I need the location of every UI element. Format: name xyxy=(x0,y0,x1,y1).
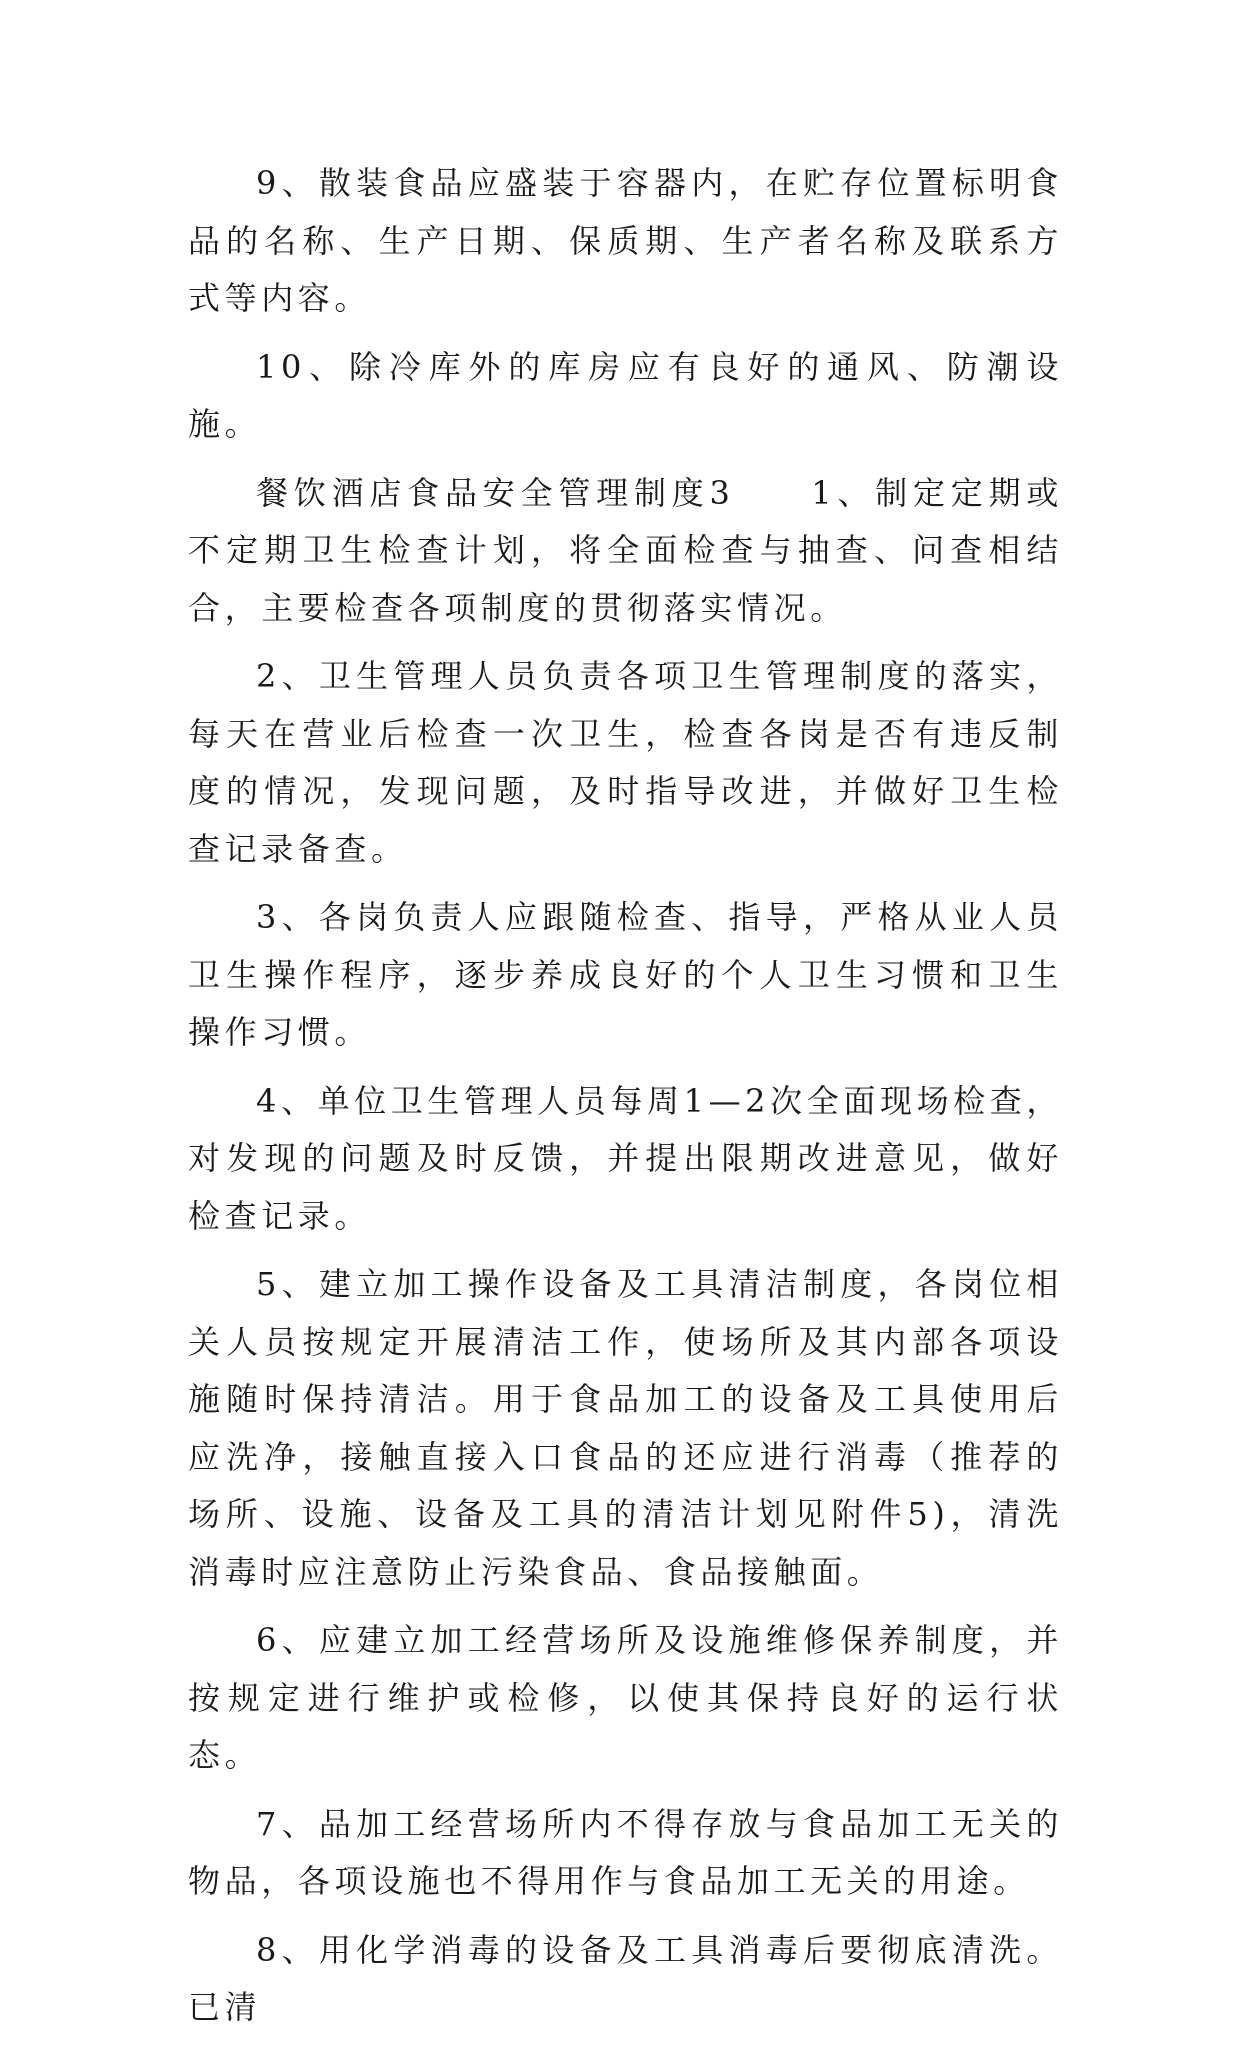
paragraph-item-2: 2、卫生管理人员负责各项卫生管理制度的落实，每天在营业后检查一次卫生，检查各岗是否有违反制度的情况，发现问题，及时指导改进，并做好卫生检查记录备查。 xyxy=(188,657,1063,868)
paragraph-item-10: 10、除冷库外的库房应有良好的通风、防潮设施。 xyxy=(188,347,1063,443)
document-body xyxy=(188,155,1063,2048)
paragraph-item-8: 8、用化学消毒的设备及工具消毒后要彻底清洗。已清 xyxy=(188,1930,1063,2026)
paragraph-item-3: 3、各岗负责人应跟随检查、指导，严格从业人员卫生操作程序，逐步养成良好的个人卫生习惯和卫生操作习惯。 xyxy=(188,898,1063,1051)
paragraph-item-9: 9、散装食品应盛装于容器内，在贮存位置标明食品的名称、生产日期、保质期、生产者名称及联系方式等内容。 xyxy=(188,164,1063,317)
paragraph-section-3-item-1: 餐饮酒店食品安全管理制度3 1、制定定期或不定期卫生检查计划，将全面检查与抽查、问查相结合，主要检查各项制度的贯彻落实情况。 xyxy=(188,473,1063,627)
paragraph-item-6: 6、应建立加工经营场所及设施维修保养制度，并按规定进行维护或检修，以使其保持良好的运行状态。 xyxy=(188,1621,1063,1774)
paragraph-item-7: 7、品加工经营场所内不得存放与食品加工无关的物品，各项设施也不得用作与食品加工无关的用途。 xyxy=(188,1804,1063,1900)
paragraph-item-4: 4、单位卫生管理人员每周1—2次全面现场检查，对发现的问题及时反馈，并提出限期改进意见，做好检查记录。 xyxy=(188,1081,1063,1235)
paragraph-item-5: 5、建立加工操作设备及工具清洁制度，各岗位相关人员按规定开展清洁工作，使场所及其内部各项设施随时保持清洁。用于食品加工的设备及工具使用后应洗净，接触直接入口食品的还应进行消毒（推荐的场所、设施、设备及工具的清洁计划见附件5)，清洗消毒时应注意防止污染食品、食品接触面。 xyxy=(188,1265,1063,1591)
